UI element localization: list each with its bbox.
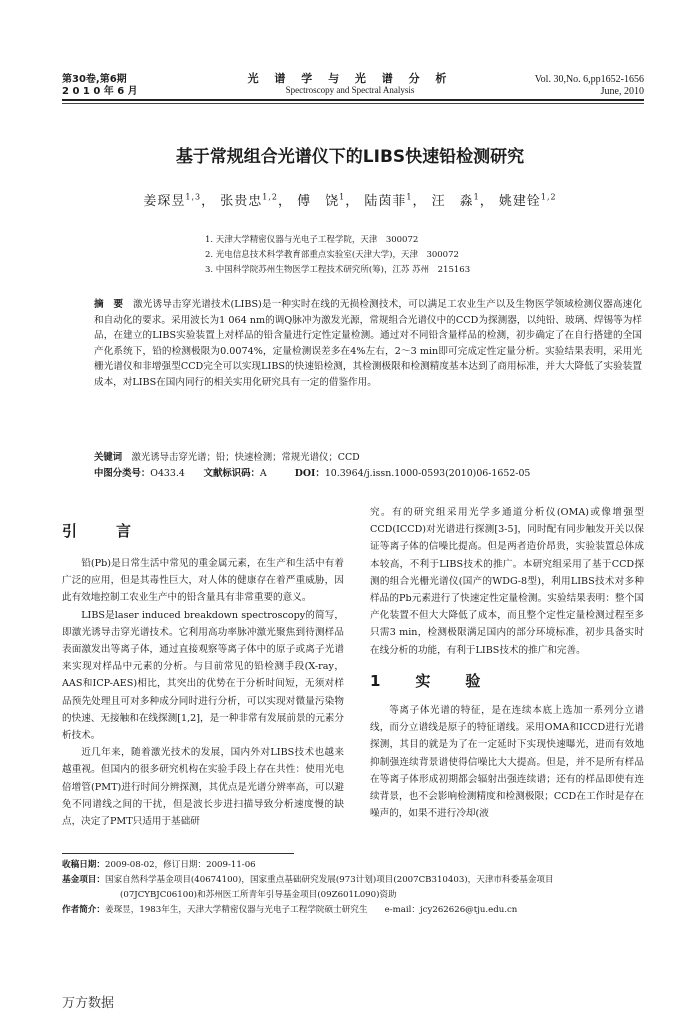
running-header-center: [200, 72, 500, 96]
author-bio: 作者简介：姜琛昱，1983年生，天津大学精密仪器与光电子工程学院硕士研究生 e-mail：jcy262626@tju.edu.cn: [62, 905, 518, 915]
funding-continued: (07JCYBJC06100)和苏州医工所青年引导基金项目(09Z601L090)资助: [120, 890, 397, 900]
date-cn: 2 0 1 0 年 6 月: [62, 86, 138, 97]
abstract-text: 激光诱导击穿光谱技术(LIBS)是一种实时在线的无损检测技术，可以满足工农业生产以及生物医学领域检测仪器高速化和自动化的要求。采用波长为1 064 nm的调Q脉冲为激发光源，常规组合光谱仪中的CCD为探测器，以纯铅、玻璃、焊锡等为样品，在建立的LIBS实验装置上对样品的铅含量进行定性定量检测。通过对不同铅含量样品的检测，初步确定了在自行搭建的全国产化系统下，铅的检测极限为0.0074%，定量检测误差多在4%左右，2～3 min即可完成定性定量分析。实验结果表明，采用光栅光谱仪和非增强型CCD完全可以实现LIBS的快速铅检测，其检测极限和检测精度基本达到了商用标准，并大大降低了实验装置成本，对LIBS在国内同行的相关实用化研究具有一定的借鉴作用。: [94, 299, 642, 388]
author: 傅 饶$^1$: [297, 192, 346, 209]
affiliation: 3. 中国科学院苏州生物医学工程技术研究所(筹)，江苏 苏州 215163: [205, 265, 471, 275]
footnotes: [62, 858, 644, 918]
section-heading-intro: 引 言: [62, 522, 144, 540]
journal-name-cn: 光 谱 学 与 光 谱 分 析: [247, 72, 453, 85]
running-header-right: [535, 74, 644, 98]
date-en: June, 2010: [600, 86, 644, 97]
wanfang-watermark: 万方数据: [62, 996, 115, 1011]
clc-label: 中图分类号：: [94, 468, 151, 479]
affiliations: [205, 233, 470, 278]
keywords-label: 关键词: [94, 452, 123, 463]
volume-cn: 第30卷,第6期: [62, 74, 127, 85]
footnote-rule: [62, 853, 294, 854]
affiliation: 1. 天津大学精密仪器与光电子工程学院，天津 300072: [205, 235, 419, 245]
author: 张贵忠$^{1,2}$: [220, 192, 278, 209]
left-column: [62, 555, 344, 830]
funding: 基金项目：国家自然科学基金项目(40674100)，国家重点基础研究发展(973计划)项目(2007CB310403)，天津市科委基金项目: [62, 875, 554, 885]
abstract-label: 摘 要: [94, 299, 124, 310]
abstract: [94, 297, 642, 391]
section-heading-experiment: 1 实 验: [370, 671, 491, 690]
doi-label: DOI：: [294, 468, 325, 479]
author: 陆茵菲$^1$: [364, 192, 413, 209]
body-paragraph: 近几年来，随着激光技术的发展，国内外对LIBS技术也越来越重视。但国内的很多研究机构在实验手段上存在共性：使用光电倍增管(PMT)进行时间分辨探测，其优点是光谱分辨率高，可以避免不同谱线之间的干扰，但是波长步进扫描导致分析速度慢的缺点，决定了PMT只适用于基础研: [62, 747, 344, 828]
author-list: 姜琛昱$^{1,3}$， 张贵忠$^{1,2}$， 傅 饶$^1$， 陆茵菲$^1$， 汪 淼$^1$， 姚建铨$^{1,2}$: [143, 192, 557, 209]
running-header-left: [62, 74, 138, 98]
body-paragraph: 等离子体光谱的特征，是在连续本底上选加一系列分立谱线，而分立谱线是原子的特征谱线。采用OMA和ICCD进行光谱探测，其目的就是为了在一定延时下实现快速曝光，进而有效地抑制强连续背景谱使得信噪比大大提高。但是，并不是所有样品在等离子体形成初期都会辐射出强连续谱；还有的样品即使有连续背景，也不会影响检测精度和检测极限；CCD在工作时是存在噪声的，如果不进行冷却(液: [370, 705, 644, 820]
body-paragraph: 究。有的研究组采用光学多通道分析仪(OMA)或像增强型CCD(ICCD)对光谱进行探测[3-5]，同时配有同步触发开关以保证等离子体的信噪比提高。但是两者造价昂贵，实验装置总体成本较高，不利于LIBS技术的推广。本研究组采用了基于CCD探测的组合光栅光谱仪(国产的WDG-8型)，利用LIBS技术对多种样品的Pb元素进行了快速定性定量检测。实验结果表明：整个国产化装置不但大大降低了成本，而且整个定性定量检测过程至多只需3 min，检测极限满足国内的部分环境标准，初步具备实时在线分析的功能，有利于LIBS技术的推广和完善。: [370, 507, 644, 656]
author: 姜琛昱$^{1,3}$: [143, 192, 202, 209]
received-date: 收稿日期：2009-08-02，修订日期：2009-11-06: [62, 860, 256, 870]
doc-code-label: 文献标识码：: [203, 468, 260, 479]
keywords-text: 激光诱导击穿光谱；铅；快速检测；常规光谱仪；CCD: [131, 452, 360, 463]
keywords-block: [94, 450, 642, 482]
body-paragraph: LIBS是laser induced breakdown spectroscopy的简写，即激光诱导击穿光谱技术。它利用高功率脉冲激光聚焦到待测样品表面激发出等离子体，通过直接观察等离子体中的原子或离子光谱来实现对样品中元素的分析。与目前常见的铅检测手段(X-ray，AAS和ICP-AES)相比，其突出的优势在于分析时间短，无须对样品预先处理且可对多种成分同时进行分析，可以实现对微量污染物的快速、无接触和在线探测[1,2]，是一种非常有发展前景的元素分析技术。: [62, 609, 344, 742]
paper-title: 基于常规组合光谱仪下的LIBS快速铅检测研究: [175, 147, 525, 167]
affiliation: 2. 光电信息技术科学教育部重点实验室(天津大学)，天津 300072: [205, 250, 459, 260]
doc-code-value: A: [259, 468, 267, 479]
body-paragraph: 铅(Pb)是日常生活中常见的重金属元素，在生产和生活中有着广泛的应用，但是其毒性巨大，对人体的健康存在着严重威胁，因此有效地控制工农业生产中的铅含量具有非常重要的意义。: [62, 558, 344, 604]
author: 汪 淼$^1$: [431, 192, 480, 209]
journal-name-en: Spectroscopy and Spectral Analysis: [285, 85, 415, 95]
doi-value: 10.3964/j.issn.1000-0593(2010)06-1652-05: [324, 468, 531, 479]
clc-value: O433.4: [150, 468, 185, 479]
right-column: [370, 504, 644, 822]
classification-line: [94, 466, 642, 482]
author: 姚建铨$^{1,2}$: [498, 192, 557, 209]
header-rule-thin: [62, 103, 644, 104]
volume-en: Vol. 30,No. 6,pp1652-1656: [534, 74, 644, 85]
keywords-line: [94, 450, 642, 466]
header-rule-thick: [62, 99, 644, 101]
